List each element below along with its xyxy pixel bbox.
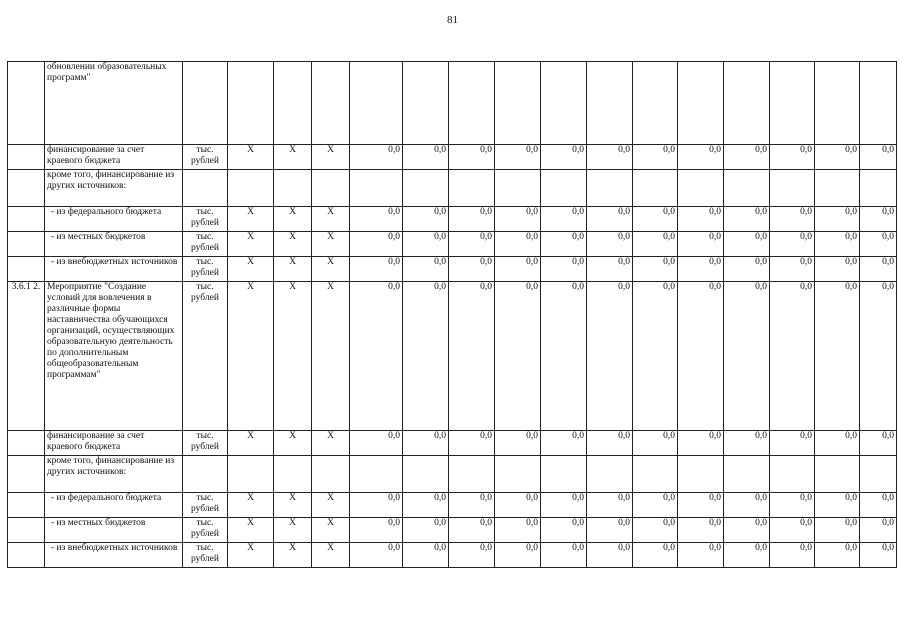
value-cell: 0,0 (403, 518, 449, 543)
value-cell (678, 62, 724, 145)
marker-cell: X (312, 282, 350, 431)
value-cell: 0,0 (633, 543, 678, 568)
marker-cell: X (228, 518, 274, 543)
value-cell: 0,0 (815, 232, 860, 257)
value-cell (633, 456, 678, 493)
value-cell: 0,0 (403, 543, 449, 568)
value-cell: 0,0 (587, 518, 633, 543)
value-cell: 0,0 (495, 232, 541, 257)
value-cell: 0,0 (860, 493, 897, 518)
row-name-cell: - из местных бюджетов (45, 518, 183, 543)
unit-cell: тыс. рублей (183, 543, 228, 568)
value-cell: 0,0 (678, 257, 724, 282)
row-number-cell (8, 145, 45, 170)
value-cell: 0,0 (587, 232, 633, 257)
value-cell: 0,0 (350, 493, 403, 518)
value-cell: 0,0 (495, 493, 541, 518)
marker-cell: X (228, 145, 274, 170)
value-cell: 0,0 (449, 543, 495, 568)
value-cell: 0,0 (678, 282, 724, 431)
value-cell (541, 170, 587, 207)
row-name-cell: финансирование за счет краевого бюджета (45, 431, 183, 456)
row-number-cell (8, 232, 45, 257)
row-name-cell: - из местных бюджетов (45, 232, 183, 257)
value-cell: 0,0 (770, 207, 815, 232)
value-cell: 0,0 (770, 431, 815, 456)
marker-cell: X (228, 257, 274, 282)
value-cell (815, 62, 860, 145)
value-cell: 0,0 (633, 518, 678, 543)
row-name-cell: - из федерального бюджета (45, 493, 183, 518)
value-cell: 0,0 (449, 431, 495, 456)
marker-cell: X (312, 431, 350, 456)
value-cell: 0,0 (403, 493, 449, 518)
value-cell: 0,0 (633, 493, 678, 518)
value-cell: 0,0 (815, 207, 860, 232)
table-row (8, 493, 897, 518)
value-cell: 0,0 (587, 207, 633, 232)
value-cell: 0,0 (449, 232, 495, 257)
table-row (8, 232, 897, 257)
table-row (8, 145, 897, 170)
value-cell (350, 456, 403, 493)
value-cell (541, 456, 587, 493)
value-cell: 0,0 (724, 257, 770, 282)
row-number-cell (8, 257, 45, 282)
value-cell: 0,0 (495, 282, 541, 431)
marker-cell: X (228, 232, 274, 257)
value-cell (633, 170, 678, 207)
unit-cell: тыс. рублей (183, 493, 228, 518)
value-cell: 0,0 (770, 257, 815, 282)
value-cell: 0,0 (350, 543, 403, 568)
value-cell: 0,0 (541, 257, 587, 282)
unit-cell: тыс. рублей (183, 282, 228, 431)
value-cell: 0,0 (678, 431, 724, 456)
value-cell: 0,0 (403, 431, 449, 456)
value-cell: 0,0 (587, 145, 633, 170)
value-cell: 0,0 (350, 145, 403, 170)
value-cell: 0,0 (815, 493, 860, 518)
row-number-cell (8, 543, 45, 568)
row-name-cell: кроме того, финансирование из других источников: (45, 170, 183, 207)
row-number-cell (8, 170, 45, 207)
table-row (8, 62, 897, 145)
table-row (8, 170, 897, 207)
value-cell: 0,0 (815, 518, 860, 543)
row-name-cell: финансирование за счет краевого бюджета (45, 145, 183, 170)
value-cell: 0,0 (449, 257, 495, 282)
value-cell: 0,0 (495, 543, 541, 568)
value-cell: 0,0 (403, 257, 449, 282)
event-row (8, 282, 897, 431)
value-cell: 0,0 (860, 207, 897, 232)
value-cell (770, 170, 815, 207)
value-cell (403, 170, 449, 207)
marker-cell (274, 456, 312, 493)
value-cell (633, 62, 678, 145)
value-cell: 0,0 (350, 232, 403, 257)
value-cell: 0,0 (449, 282, 495, 431)
value-cell: 0,0 (633, 431, 678, 456)
row-name-cell: - из внебюджетных источников (45, 543, 183, 568)
value-cell: 0,0 (724, 431, 770, 456)
value-cell (449, 170, 495, 207)
value-cell (541, 62, 587, 145)
marker-cell: X (274, 431, 312, 456)
value-cell (678, 456, 724, 493)
value-cell: 0,0 (678, 518, 724, 543)
value-cell (587, 62, 633, 145)
value-cell: 0,0 (724, 145, 770, 170)
marker-cell (228, 62, 274, 145)
value-cell: 0,0 (587, 431, 633, 456)
value-cell: 0,0 (815, 257, 860, 282)
marker-cell: X (228, 282, 274, 431)
marker-cell: X (274, 232, 312, 257)
row-name-cell: - из федерального бюджета (45, 207, 183, 232)
page-number: 81 (447, 14, 458, 26)
value-cell: 0,0 (403, 232, 449, 257)
value-cell (449, 62, 495, 145)
table-row (8, 518, 897, 543)
value-cell: 0,0 (678, 207, 724, 232)
marker-cell (274, 170, 312, 207)
value-cell (860, 170, 897, 207)
unit-cell: тыс. рублей (183, 207, 228, 232)
marker-cell (312, 62, 350, 145)
value-cell (495, 62, 541, 145)
value-cell: 0,0 (860, 232, 897, 257)
value-cell: 0,0 (587, 257, 633, 282)
value-cell: 0,0 (587, 282, 633, 431)
value-cell: 0,0 (587, 543, 633, 568)
unit-cell: тыс. рублей (183, 431, 228, 456)
marker-cell: X (274, 518, 312, 543)
marker-cell: X (228, 543, 274, 568)
value-cell (860, 62, 897, 145)
value-cell: 0,0 (403, 145, 449, 170)
value-cell (495, 170, 541, 207)
value-cell: 0,0 (495, 518, 541, 543)
value-cell: 0,0 (449, 207, 495, 232)
value-cell: 0,0 (815, 282, 860, 431)
value-cell: 0,0 (350, 431, 403, 456)
value-cell: 0,0 (541, 145, 587, 170)
row-number-cell (8, 207, 45, 232)
marker-cell: X (274, 493, 312, 518)
unit-cell: тыс. рублей (183, 257, 228, 282)
table-row (8, 257, 897, 282)
value-cell: 0,0 (403, 282, 449, 431)
value-cell: 0,0 (633, 207, 678, 232)
unit-cell (183, 62, 228, 145)
value-cell (587, 170, 633, 207)
row-number-cell (8, 518, 45, 543)
value-cell: 0,0 (770, 282, 815, 431)
table-row (8, 431, 897, 456)
table-row (8, 207, 897, 232)
value-cell: 0,0 (860, 145, 897, 170)
value-cell: 0,0 (770, 518, 815, 543)
marker-cell (228, 170, 274, 207)
value-cell: 0,0 (815, 431, 860, 456)
marker-cell: X (228, 207, 274, 232)
value-cell: 0,0 (724, 282, 770, 431)
value-cell: 0,0 (724, 518, 770, 543)
value-cell: 0,0 (724, 543, 770, 568)
value-cell: 0,0 (770, 543, 815, 568)
marker-cell: X (274, 145, 312, 170)
value-cell: 0,0 (350, 282, 403, 431)
value-cell: 0,0 (350, 257, 403, 282)
value-cell (815, 170, 860, 207)
value-cell: 0,0 (860, 518, 897, 543)
marker-cell: X (274, 543, 312, 568)
value-cell: 0,0 (678, 232, 724, 257)
marker-cell: X (312, 518, 350, 543)
value-cell (403, 62, 449, 145)
row-name-cell: обновлении образовательных программ" (45, 62, 183, 145)
unit-cell: тыс. рублей (183, 232, 228, 257)
table-row (8, 543, 897, 568)
value-cell: 0,0 (350, 518, 403, 543)
value-cell (495, 456, 541, 493)
unit-cell (183, 170, 228, 207)
value-cell: 0,0 (350, 207, 403, 232)
value-cell (724, 62, 770, 145)
value-cell: 0,0 (724, 232, 770, 257)
marker-cell: X (274, 282, 312, 431)
row-number-cell (8, 431, 45, 456)
value-cell: 0,0 (678, 145, 724, 170)
value-cell (770, 456, 815, 493)
marker-cell: X (312, 493, 350, 518)
value-cell: 0,0 (770, 232, 815, 257)
value-cell (403, 456, 449, 493)
value-cell: 0,0 (541, 431, 587, 456)
marker-cell: X (312, 207, 350, 232)
row-name-cell: кроме того, финансирование из других источников: (45, 456, 183, 493)
row-number-cell (8, 456, 45, 493)
marker-cell (228, 456, 274, 493)
value-cell: 0,0 (860, 431, 897, 456)
value-cell: 0,0 (633, 145, 678, 170)
value-cell: 0,0 (815, 145, 860, 170)
row-number-cell: 3.6.1 2. (8, 282, 45, 431)
value-cell: 0,0 (587, 493, 633, 518)
value-cell (724, 456, 770, 493)
value-cell: 0,0 (678, 493, 724, 518)
unit-cell: тыс. рублей (183, 518, 228, 543)
value-cell (678, 170, 724, 207)
value-cell: 0,0 (541, 207, 587, 232)
value-cell (724, 170, 770, 207)
marker-cell: X (312, 145, 350, 170)
marker-cell: X (228, 493, 274, 518)
marker-cell (312, 170, 350, 207)
value-cell: 0,0 (860, 543, 897, 568)
value-cell: 0,0 (633, 232, 678, 257)
marker-cell (312, 456, 350, 493)
value-cell: 0,0 (541, 232, 587, 257)
value-cell: 0,0 (541, 282, 587, 431)
unit-cell: тыс. рублей (183, 145, 228, 170)
table-row (8, 456, 897, 493)
value-cell (815, 456, 860, 493)
value-cell: 0,0 (541, 493, 587, 518)
marker-cell: X (312, 257, 350, 282)
value-cell: 0,0 (403, 207, 449, 232)
marker-cell: X (274, 257, 312, 282)
value-cell (860, 456, 897, 493)
budget-table (7, 61, 897, 568)
value-cell: 0,0 (633, 282, 678, 431)
value-cell: 0,0 (724, 493, 770, 518)
row-name-cell: - из внебюджетных источников (45, 257, 183, 282)
row-number-cell (8, 493, 45, 518)
value-cell: 0,0 (495, 145, 541, 170)
value-cell (350, 62, 403, 145)
row-number-cell (8, 62, 45, 145)
value-cell (587, 456, 633, 493)
value-cell: 0,0 (678, 543, 724, 568)
marker-cell (274, 62, 312, 145)
value-cell: 0,0 (541, 543, 587, 568)
row-name-cell: Мероприятие "Создание условий для вовлечения в различные формы наставничества обучающихся организаций, осуществляющих образовательную деятельность по дополнительным общеобразовательным программам" (45, 282, 183, 431)
value-cell (350, 170, 403, 207)
value-cell: 0,0 (860, 282, 897, 431)
value-cell: 0,0 (770, 493, 815, 518)
value-cell: 0,0 (633, 257, 678, 282)
value-cell: 0,0 (815, 543, 860, 568)
value-cell: 0,0 (495, 257, 541, 282)
value-cell: 0,0 (860, 257, 897, 282)
value-cell: 0,0 (449, 518, 495, 543)
marker-cell: X (312, 232, 350, 257)
unit-cell (183, 456, 228, 493)
value-cell (449, 456, 495, 493)
marker-cell: X (228, 431, 274, 456)
value-cell: 0,0 (449, 493, 495, 518)
value-cell: 0,0 (724, 207, 770, 232)
marker-cell: X (312, 543, 350, 568)
value-cell: 0,0 (495, 207, 541, 232)
value-cell: 0,0 (541, 518, 587, 543)
value-cell: 0,0 (770, 145, 815, 170)
value-cell (770, 62, 815, 145)
marker-cell: X (274, 207, 312, 232)
value-cell: 0,0 (449, 145, 495, 170)
value-cell: 0,0 (495, 431, 541, 456)
